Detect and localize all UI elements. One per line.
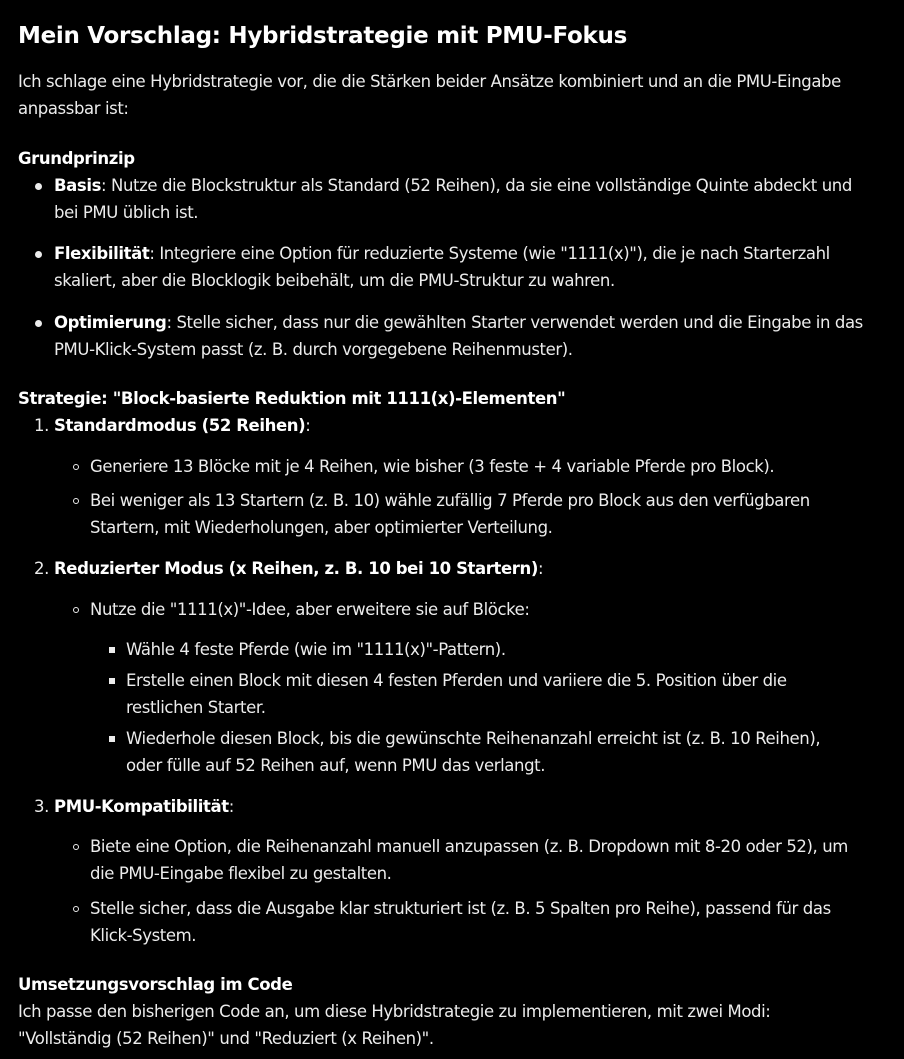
sub-item-line: Bei weniger als 13 Startern (z. B. 10) wähle zufällig 7 Pferde pro Block aus den verfügbaren [90,491,810,510]
step-bold-label: Standardmodus (52 Reihen) [54,416,306,435]
item-bold-label: Basis [54,176,102,195]
step-number: 3. [34,797,49,816]
list-item-basis [54,172,852,199]
list-item-flexibilitaet [54,240,830,267]
bullet-square-icon [109,736,115,742]
step-number: 2. [34,559,49,578]
step-standardmodus [54,412,310,439]
list-item-optimierung-line-2: PMU-Klick-System passt (z. B. durch vorgegebene Reihenmuster). [54,340,573,359]
item-text: : Nutze die Blockstruktur als Standard (52 Reihen), da sie eine vollständige Quinte abdeckt und [101,176,852,195]
step-reduzierter-modus [54,555,543,582]
step-suffix: : [228,797,234,816]
umsetzung-line-2: "Vollständig (52 Reihen)" und "Reduziert (x Reihen)". [18,1029,434,1048]
item-text: : Stelle sicher, dass nur die gewählten Starter verwendet werden und die Eingabe in das [166,313,863,332]
item-text: : Integriere eine Option für reduzierte Systeme (wie "1111(x)"), die je nach Starterzahl [149,244,830,263]
bullet-square-icon [109,647,115,653]
list-item-basis-line-2: bei PMU üblich ist. [54,203,199,222]
step-bold-label: PMU-Kompatibilität [54,797,229,816]
bullet-disc-icon [35,251,42,258]
subsub-item-line-2: oder fülle auf 52 Reihen auf, wenn PMU das verlangt. [126,756,546,775]
sub-item-line: Generiere 13 Blöcke mit je 4 Reihen, wie bisher (3 feste + 4 variable Pferde pro Block). [90,457,775,476]
bullet-circle-icon [73,498,79,504]
step-number: 1. [34,416,49,435]
list-item-optimierung [54,309,863,336]
subsub-item-line: Erstelle einen Block mit diesen 4 festen Pferden und variiere die 5. Position über die [126,671,787,690]
sub-item-line-2: Startern, mit Wiederholungen, aber optimierter Verteilung. [90,518,553,537]
sub-item-line: Stelle sicher, dass die Ausgabe klar strukturiert ist (z. B. 5 Spalten pro Reihe), passend für das [90,899,831,918]
heading-strategie: Strategie: "Block-basierte Reduktion mit 1111(x)-Elementen" [18,389,566,408]
list-item-flexibilitaet-line-2: skaliert, aber die Blocklogik beibehält, um die PMU-Struktur zu wahren. [54,271,615,290]
step-pmu-kompatibilitaet [54,793,234,820]
item-bold-label: Flexibilität [54,244,150,263]
subsub-item-line-2: restlichen Starter. [126,698,266,717]
bullet-circle-icon [73,607,79,613]
bullet-disc-icon [35,320,42,327]
step-suffix: : [305,416,311,435]
subsub-item-line: Wähle 4 feste Pferde (wie im "1111(x)"-Pattern). [126,640,506,659]
bullet-circle-icon [73,464,79,470]
sub-item-line: Nutze die "1111(x)"-Idee, aber erweitere sie auf Blöcke: [90,600,530,619]
bullet-circle-icon [73,844,79,850]
intro-line-1: Ich schlage eine Hybridstrategie vor, die die Stärken beider Ansätze kombiniert und an die PMU-Eingabe [18,72,841,91]
item-bold-label: Optimierung [54,313,167,332]
sub-item-line-2: die PMU-Eingabe flexibel zu gestalten. [90,864,392,883]
subsub-item-line: Wiederhole diesen Block, bis die gewünschte Reihenanzahl erreicht ist (z. B. 10 Reihen), [126,729,821,748]
step-suffix: : [538,559,544,578]
sub-item-line: Biete eine Option, die Reihenanzahl manuell anzupassen (z. B. Dropdown mit 8-20 oder 52), um [90,837,848,856]
bullet-square-icon [109,678,115,684]
heading-umsetzung: Umsetzungsvorschlag im Code [18,975,293,994]
bullet-disc-icon [35,183,42,190]
sub-item-line-2: Klick-System. [90,926,197,945]
heading-grundprinzip: Grundprinzip [18,149,135,168]
message-title: Mein Vorschlag: Hybridstrategie mit PMU-Fokus [18,23,627,49]
bullet-circle-icon [73,906,79,912]
umsetzung-line-1: Ich passe den bisherigen Code an, um diese Hybridstrategie zu implementieren, mit zwei Modi: [18,1002,771,1021]
intro-line-2: anpassbar ist: [18,99,129,118]
step-bold-label: Reduzierter Modus (x Reihen, z. B. 10 bei 10 Startern) [54,559,539,578]
